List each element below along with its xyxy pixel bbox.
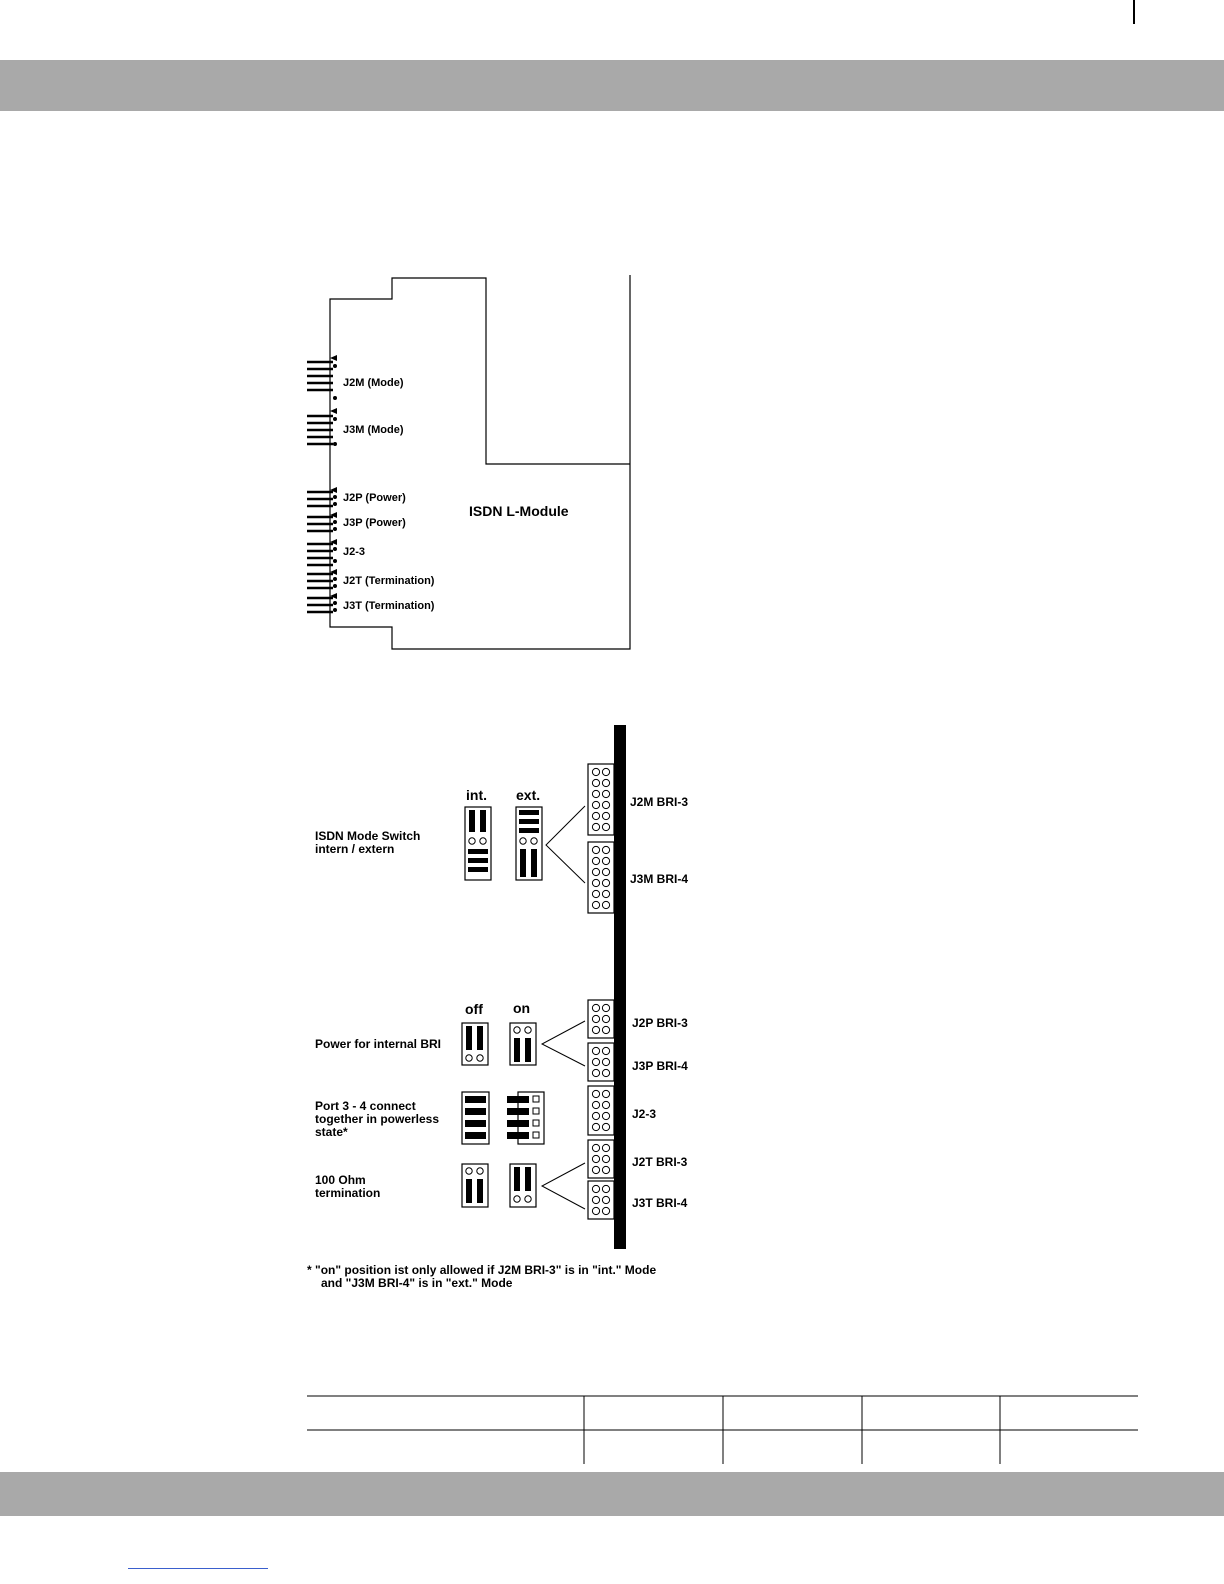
- pin-group: [307, 517, 333, 531]
- header-label-j3m: J3M BRI-4: [630, 872, 689, 886]
- footnote-line1: * "on" position ist only allowed if J2M BRI-3" is in "int." Mode: [307, 1263, 657, 1277]
- pin-group: [307, 416, 333, 444]
- connector-label: J2-3: [343, 546, 366, 558]
- option-int-label: int.: [466, 787, 487, 803]
- option-on-label: on: [513, 1000, 531, 1016]
- header-j3t: [588, 1181, 614, 1219]
- connector-label: J2T (Termination): [343, 575, 435, 587]
- pin1-marker: [330, 408, 337, 414]
- connect-description-line1: Port 3 - 4 connect: [315, 1099, 416, 1113]
- connector-j2m: [307, 355, 404, 400]
- header-label-j2m: J2M BRI-3: [630, 795, 689, 809]
- jumper-termination-off: [462, 1164, 488, 1207]
- termination-description-line1: 100 Ohm: [315, 1173, 366, 1187]
- board-outline: [330, 275, 630, 649]
- connector-j3m: [307, 408, 404, 446]
- termination-description-line2: termination: [315, 1186, 381, 1200]
- header-j2p: [588, 1000, 614, 1038]
- jumper-mode-ext: [516, 807, 542, 880]
- mode-description-line1: ISDN Mode Switch: [315, 829, 421, 843]
- pin1-marker: [330, 355, 337, 361]
- pin-group: [307, 544, 333, 565]
- pin-group: [307, 598, 333, 612]
- termination-pointer-lines: [542, 1163, 585, 1209]
- connector-label: J3P (Power): [343, 517, 406, 529]
- connect-description-line2: together in powerless: [315, 1112, 440, 1126]
- header-label-j2t: J2T BRI-3: [632, 1155, 688, 1169]
- board-edge-bar: [614, 725, 626, 1249]
- pin-group: [307, 574, 333, 588]
- connector-j2p: [307, 487, 406, 506]
- connector-j3p: [307, 512, 406, 531]
- connector-label: J2M (Mode): [343, 377, 404, 389]
- connector-label: J2P (Power): [343, 492, 406, 504]
- option-ext-label: ext.: [516, 787, 541, 803]
- mode-description-line2: intern / extern: [315, 842, 395, 856]
- jumper-diagram: [307, 725, 688, 1290]
- header-label-j2p: J2P BRI-3: [632, 1016, 688, 1030]
- jumper-termination-on: [510, 1164, 536, 1207]
- header-j2m: [588, 764, 614, 835]
- connector-j2t: [307, 569, 435, 588]
- mode-pointer-lines: [546, 806, 585, 883]
- jumper-connect-on: [507, 1092, 544, 1144]
- pin-group: [307, 492, 333, 506]
- jumper-power-off: [462, 1023, 488, 1065]
- footnote-line2: and "J3M BRI-4" is in "ext." Mode: [321, 1276, 513, 1290]
- table-grid: [307, 1396, 1138, 1464]
- header-label-j3t: J3T BRI-4: [632, 1196, 688, 1210]
- header-label-j3p: J3P BRI-4: [632, 1059, 688, 1073]
- l-module-diagram: [307, 275, 630, 649]
- header-label-j23: J2-3: [632, 1107, 657, 1121]
- header-j3p: [588, 1043, 614, 1081]
- option-off-label: off: [465, 1001, 483, 1017]
- connector-label: J3T (Termination): [343, 600, 435, 612]
- connect-description-line3: state*: [315, 1125, 348, 1139]
- pin-group: [307, 362, 333, 390]
- jumper-connect-off: [462, 1092, 489, 1144]
- power-pointer-lines: [542, 1021, 585, 1066]
- pin-header-stacks: [588, 764, 614, 1219]
- module-title: ISDN L-Module: [469, 503, 569, 519]
- header-j3m: [588, 842, 614, 913]
- connector-label: J3M (Mode): [343, 424, 404, 436]
- power-description: Power for internal BRI: [315, 1037, 442, 1051]
- jumper-power-on: [510, 1023, 536, 1065]
- connector-j3t: [307, 593, 435, 612]
- header-j23: [588, 1086, 614, 1135]
- connector-j23: [307, 539, 365, 565]
- jumper-mode-int: [465, 807, 491, 880]
- header-j2t: [588, 1140, 614, 1178]
